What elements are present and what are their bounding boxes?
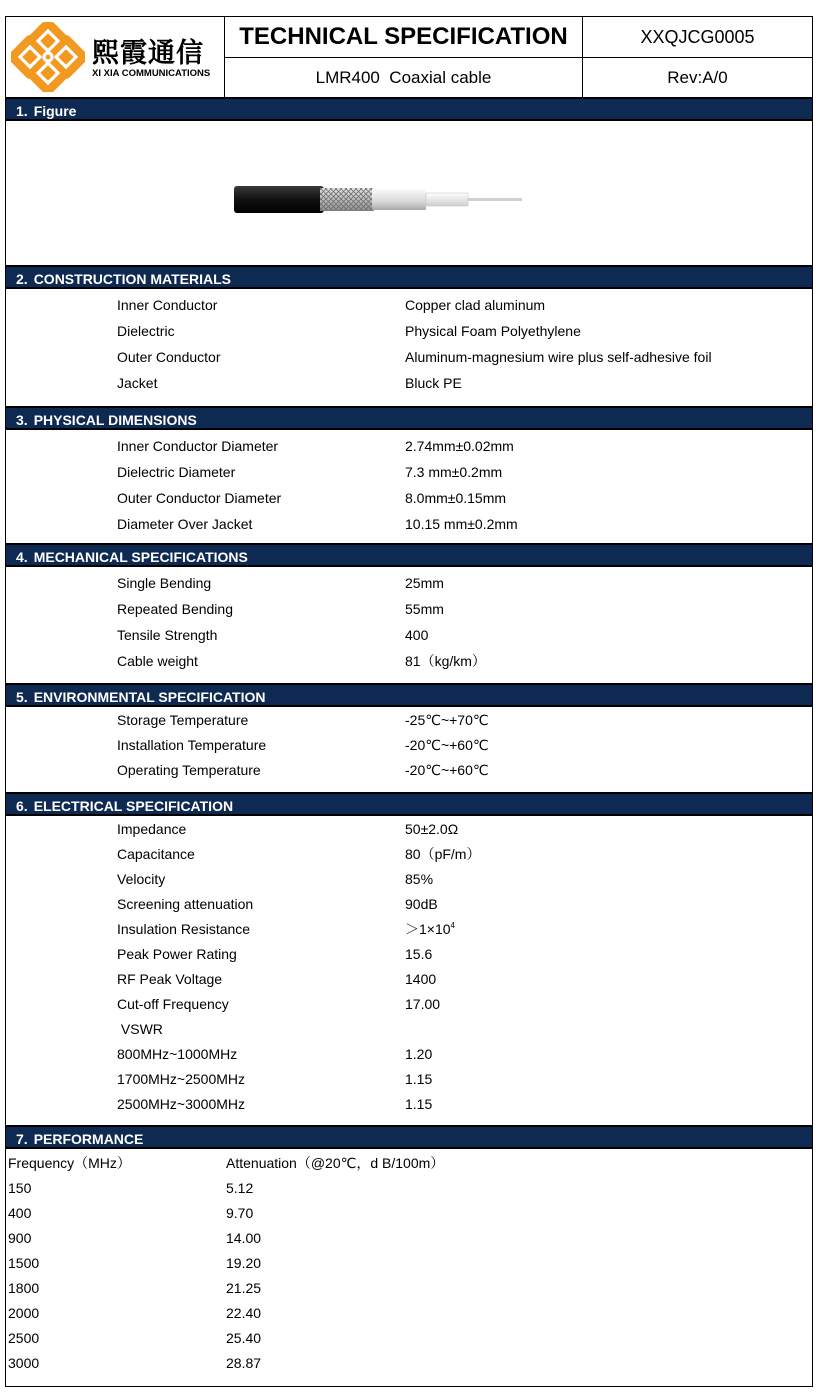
spec-value: 1.15 bbox=[405, 1071, 433, 1087]
section-construction-header: 2. CONSTRUCTION MATERIALS bbox=[6, 265, 812, 289]
spec-row bbox=[6, 1092, 812, 1117]
spec-value: 400 bbox=[405, 627, 429, 643]
section-performance-header: 7. PERFORMANCE bbox=[6, 1125, 812, 1149]
spec-row bbox=[6, 917, 812, 942]
spec-label: Dielectric bbox=[117, 323, 175, 339]
spec-row bbox=[6, 892, 812, 917]
spec-row bbox=[6, 597, 812, 622]
spec-row bbox=[6, 942, 812, 967]
spec-value: 15.6 bbox=[405, 946, 433, 962]
brand-english-name: XI XIA COMMUNICATIONS bbox=[92, 68, 211, 79]
performance-row bbox=[6, 1351, 812, 1376]
spec-value: 8.0mm±0.15mm bbox=[405, 490, 507, 506]
spec-sheet bbox=[5, 16, 813, 1387]
spec-row bbox=[6, 623, 812, 648]
attenuation-value: 25.40 bbox=[226, 1330, 262, 1346]
spec-row bbox=[6, 733, 812, 758]
logo-cell bbox=[6, 17, 225, 97]
spec-value: 2.74mm±0.02mm bbox=[405, 438, 514, 454]
performance-row bbox=[6, 1251, 812, 1276]
spec-row bbox=[6, 758, 812, 783]
spec-row bbox=[6, 649, 812, 674]
spec-value: 85% bbox=[405, 871, 434, 887]
performance-row bbox=[6, 1276, 812, 1301]
spec-value: -20℃~+60℃ bbox=[405, 762, 489, 778]
spec-label: Diameter Over Jacket bbox=[117, 516, 253, 532]
spec-label: Impedance bbox=[117, 821, 187, 837]
spec-label: Inner Conductor Diameter bbox=[117, 438, 279, 454]
spec-label: 1700MHz~2500MHz bbox=[117, 1071, 246, 1087]
brand-chinese-name: 熙霞通信 bbox=[92, 38, 204, 69]
attenuation-value: 9.70 bbox=[226, 1205, 254, 1221]
spec-row bbox=[6, 434, 812, 459]
spec-label: Dielectric Diameter bbox=[117, 464, 236, 480]
document-title: TECHNICAL SPECIFICATION bbox=[225, 17, 583, 58]
section-electrical-header: 6. ELECTRICAL SPECIFICATION bbox=[6, 792, 812, 816]
spec-value: 17.00 bbox=[405, 996, 441, 1012]
spec-value: Physical Foam Polyethylene bbox=[405, 323, 581, 339]
frequency-value: 1500 bbox=[8, 1255, 40, 1271]
spec-value: 25mm bbox=[405, 575, 444, 591]
frequency-value: 400 bbox=[8, 1205, 32, 1221]
attenuation-value: 19.20 bbox=[226, 1255, 262, 1271]
spec-label: Installation Temperature bbox=[117, 737, 267, 753]
spec-row bbox=[6, 571, 812, 596]
spec-value: 1.15 bbox=[405, 1096, 433, 1112]
spec-label: Operating Temperature bbox=[117, 762, 261, 778]
section-figure-header: 1. Figure bbox=[6, 97, 812, 121]
spec-value: 80（pF/m） bbox=[405, 846, 481, 862]
spec-label: Outer Conductor Diameter bbox=[117, 490, 282, 506]
attenuation-value: 21.25 bbox=[226, 1280, 262, 1296]
performance-row bbox=[6, 1326, 812, 1351]
spec-value: Copper clad aluminum bbox=[405, 297, 546, 313]
cable-figure-area bbox=[6, 124, 812, 265]
spec-row bbox=[6, 371, 812, 396]
coaxial-cable-figure bbox=[6, 124, 812, 265]
attenuation-value: 14.00 bbox=[226, 1230, 262, 1246]
frequency-value: 2000 bbox=[8, 1305, 40, 1321]
spec-value: -25℃~+70℃ bbox=[405, 712, 489, 728]
performance-row bbox=[6, 1176, 812, 1201]
exponent: 4 bbox=[450, 921, 455, 930]
spec-row bbox=[6, 460, 812, 485]
spec-value: 1400 bbox=[405, 971, 437, 987]
spec-row bbox=[6, 319, 812, 344]
spec-row bbox=[6, 842, 812, 867]
section-environmental-header: 5. ENVIRONMENTAL SPECIFICATION bbox=[6, 683, 812, 707]
frequency-column-header: Frequency（MHz） bbox=[8, 1155, 131, 1171]
revision: Rev:A/0 bbox=[667, 67, 728, 87]
spec-label: 2500MHz~3000MHz bbox=[117, 1096, 246, 1112]
spec-row bbox=[6, 1017, 812, 1042]
spec-value: 50±2.0Ω bbox=[405, 821, 459, 837]
frequency-value: 150 bbox=[8, 1180, 32, 1196]
spec-value: 7.3 mm±0.2mm bbox=[405, 464, 503, 480]
spec-row bbox=[6, 1067, 812, 1092]
xixia-logo-icon bbox=[11, 22, 85, 92]
performance-header-row bbox=[6, 1151, 812, 1176]
spec-label: Cable weight bbox=[117, 653, 198, 669]
section-mechanical-header: 4. MECHANICAL SPECIFICATIONS bbox=[6, 543, 812, 567]
attenuation-value: 28.87 bbox=[226, 1355, 262, 1371]
spec-row bbox=[6, 486, 812, 511]
document-header bbox=[6, 17, 812, 98]
section-dimensions-header: 3. PHYSICAL DIMENSIONS bbox=[6, 406, 812, 430]
spec-label: Capacitance bbox=[117, 846, 195, 862]
spec-row bbox=[6, 1042, 812, 1067]
frequency-value: 900 bbox=[8, 1230, 32, 1246]
spec-label: VSWR bbox=[117, 1021, 163, 1037]
spec-label: RF Peak Voltage bbox=[117, 971, 223, 987]
product-name: LMR400 Coaxial cable bbox=[225, 58, 583, 97]
spec-value: 90dB bbox=[405, 896, 438, 912]
spec-row bbox=[6, 992, 812, 1017]
spec-value: 81（kg/km） bbox=[405, 653, 486, 669]
spec-row bbox=[6, 345, 812, 370]
spec-value: Aluminum-magnesium wire plus self-adhesive foil bbox=[405, 349, 712, 365]
spec-row bbox=[6, 817, 812, 842]
spec-row bbox=[6, 967, 812, 992]
spec-value: -20℃~+60℃ bbox=[405, 737, 489, 753]
spec-label: Inner Conductor bbox=[117, 297, 218, 313]
spec-value: $>1\times 10^4$ bbox=[405, 921, 455, 937]
spec-row bbox=[6, 867, 812, 892]
spec-row bbox=[6, 708, 812, 733]
spec-row bbox=[6, 512, 812, 537]
spec-row bbox=[6, 293, 812, 318]
spec-value: 10.15 mm±0.2mm bbox=[405, 516, 518, 532]
frequency-value: 2500 bbox=[8, 1330, 40, 1346]
spec-label: Tensile Strength bbox=[117, 627, 218, 643]
spec-label: Jacket bbox=[117, 375, 158, 391]
performance-row bbox=[6, 1201, 812, 1226]
spec-label: Velocity bbox=[117, 871, 166, 887]
spec-label: Repeated Bending bbox=[117, 601, 233, 617]
spec-value: 1.20 bbox=[405, 1046, 433, 1062]
spec-label: Single Bending bbox=[117, 575, 212, 591]
frequency-value: 3000 bbox=[8, 1355, 40, 1371]
performance-row bbox=[6, 1226, 812, 1251]
spec-label: Outer Conductor bbox=[117, 349, 221, 365]
attenuation-value: 5.12 bbox=[226, 1180, 254, 1196]
spec-label: Insulation Resistance bbox=[117, 921, 251, 937]
frequency-value: 1800 bbox=[8, 1280, 40, 1296]
document-code: XXQJCG0005 bbox=[583, 17, 812, 58]
attenuation-column-header: Attenuation（@20℃，d B/100m） bbox=[226, 1155, 445, 1171]
performance-row bbox=[6, 1301, 812, 1326]
attenuation-value: 22.40 bbox=[226, 1305, 262, 1321]
spec-label: Peak Power Rating bbox=[117, 946, 237, 962]
spec-label: Screening attenuation bbox=[117, 896, 254, 912]
spec-label: Storage Temperature bbox=[117, 712, 249, 728]
spec-label: 800MHz~1000MHz bbox=[117, 1046, 238, 1062]
spec-value: 55mm bbox=[405, 601, 444, 617]
spec-value: Bluck PE bbox=[405, 375, 462, 391]
spec-label: Cut-off Frequency bbox=[117, 996, 229, 1012]
